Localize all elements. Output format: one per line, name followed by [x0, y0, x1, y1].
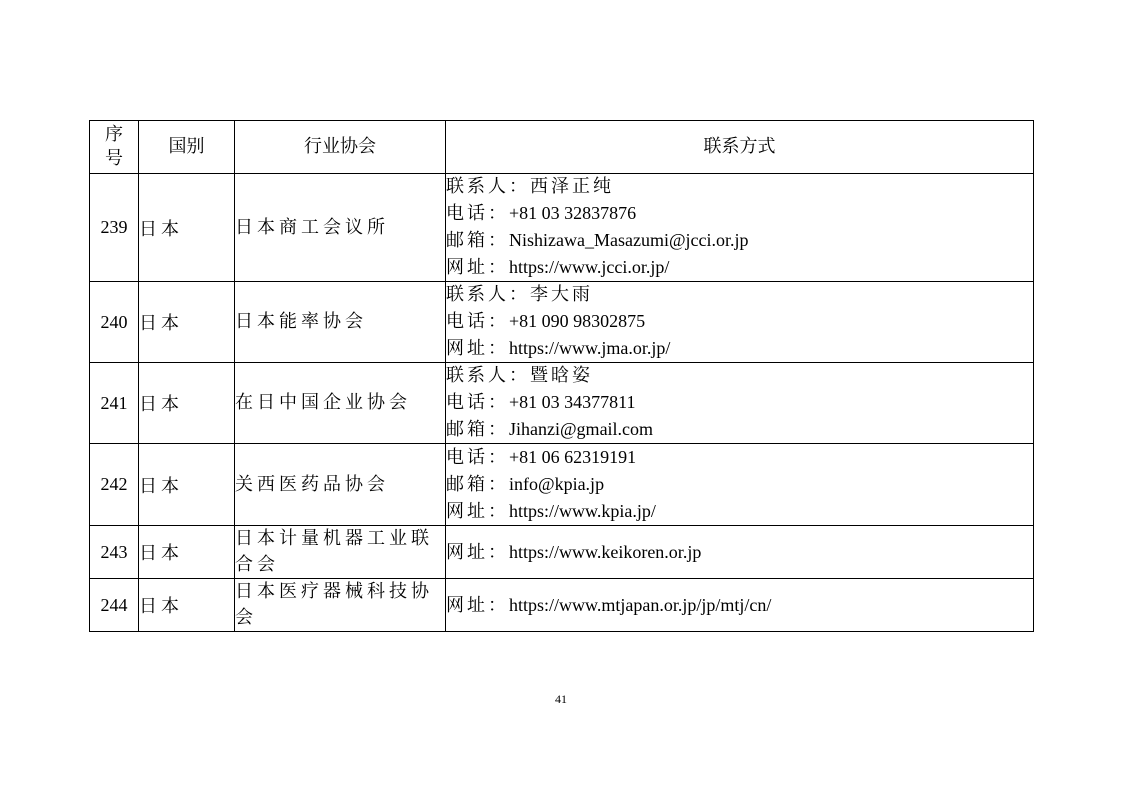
row-seq: 243: [90, 526, 139, 579]
contact-line: [446, 282, 1033, 308]
contact-value: +81 090 98302875: [509, 311, 646, 331]
header-seq: [90, 121, 139, 174]
row-country: 日本: [139, 526, 235, 579]
table-row: [90, 526, 1034, 579]
contact-line: [446, 592, 1033, 619]
contact-value: +81 06 62319191: [509, 447, 637, 467]
row-seq: 239: [90, 174, 139, 282]
contact-value[interactable]: Nishizawa_Masazumi@jcci.or.jp: [509, 230, 749, 250]
contact-line: [446, 498, 1033, 525]
contact-line: [446, 539, 1033, 566]
row-contact: [446, 174, 1034, 282]
contact-label: 电话：: [446, 447, 509, 468]
contact-value: +81 03 34377811: [509, 392, 636, 412]
contact-label: 网址：: [446, 257, 509, 278]
header-contact: 联系方式: [446, 121, 1034, 174]
contact-value[interactable]: https://www.keikoren.or.jp: [509, 541, 702, 562]
contact-line: [446, 389, 1033, 416]
table-body: [90, 174, 1034, 632]
table-row: [90, 579, 1034, 632]
row-association: 关西医药品协会: [235, 444, 446, 526]
row-country: 日本: [139, 579, 235, 632]
contact-line: [446, 416, 1033, 443]
row-association: 日本能率协会: [235, 282, 446, 363]
row-country: 日本: [139, 363, 235, 444]
header-seq-line2: 号: [105, 148, 123, 169]
contact-value[interactable]: https://www.jma.or.jp/: [509, 338, 671, 358]
row-association: 日本计量机器工业联合会: [235, 526, 446, 579]
contact-value: 暨晗姿: [530, 365, 593, 386]
contact-value[interactable]: https://www.kpia.jp/: [509, 501, 656, 521]
contact-value[interactable]: info@kpia.jp: [509, 474, 605, 494]
contact-label: 联系人：: [446, 284, 530, 305]
contact-value[interactable]: https://www.mtjapan.or.jp/jp/mtj/cn/: [509, 594, 772, 615]
row-country: 日本: [139, 444, 235, 526]
header-association: 行业协会: [235, 121, 446, 174]
row-seq: 241: [90, 363, 139, 444]
table-header-row: [90, 121, 1034, 174]
row-seq: 244: [90, 579, 139, 632]
table-row: [90, 282, 1034, 363]
contact-label: 联系人：: [446, 365, 530, 386]
table-row: [90, 444, 1034, 526]
contact-value[interactable]: https://www.jcci.or.jp/: [509, 257, 670, 277]
row-contact: [446, 363, 1034, 444]
contact-line: [446, 227, 1033, 254]
contact-label: 电话：: [446, 203, 509, 224]
contact-label: 网址：: [446, 541, 509, 563]
page-number: 41: [555, 692, 567, 706]
contact-label: 邮箱：: [446, 419, 509, 440]
association-table: [89, 120, 1034, 632]
contact-line: [446, 471, 1033, 498]
contact-label: 网址：: [446, 594, 509, 616]
contact-line: [446, 308, 1033, 335]
contact-label: 邮箱：: [446, 474, 509, 495]
contact-label: 邮箱：: [446, 230, 509, 251]
row-association: 在日中国企业协会: [235, 363, 446, 444]
row-contact: [446, 526, 1034, 579]
row-contact: [446, 444, 1034, 526]
row-association: 日本医疗器械科技协会: [235, 579, 446, 632]
contact-value[interactable]: Jihanzi@gmail.com: [509, 419, 654, 439]
row-country: 日本: [139, 174, 235, 282]
contact-label: 电话：: [446, 392, 509, 413]
contact-label: 电话：: [446, 311, 509, 332]
row-seq: 242: [90, 444, 139, 526]
contact-line: [446, 254, 1033, 281]
row-contact: [446, 282, 1034, 363]
contact-label: 网址：: [446, 338, 509, 359]
row-association: 日本商工会议所: [235, 174, 446, 282]
header-country: 国别: [139, 121, 235, 174]
contact-value: +81 03 32837876: [509, 203, 637, 223]
contact-line: [446, 200, 1033, 227]
contact-line: [446, 444, 1033, 471]
header-seq-line1: 序: [105, 124, 123, 145]
contact-value: 西泽正纯: [530, 176, 614, 197]
contact-line: [446, 174, 1033, 200]
contact-label: 联系人：: [446, 176, 530, 197]
contact-value: 李大雨: [530, 284, 593, 305]
row-country: 日本: [139, 282, 235, 363]
contact-line: [446, 363, 1033, 389]
table-row: [90, 174, 1034, 282]
contact-line: [446, 335, 1033, 362]
row-contact: [446, 579, 1034, 632]
table-row: [90, 363, 1034, 444]
contact-label: 网址：: [446, 501, 509, 522]
row-seq: 240: [90, 282, 139, 363]
